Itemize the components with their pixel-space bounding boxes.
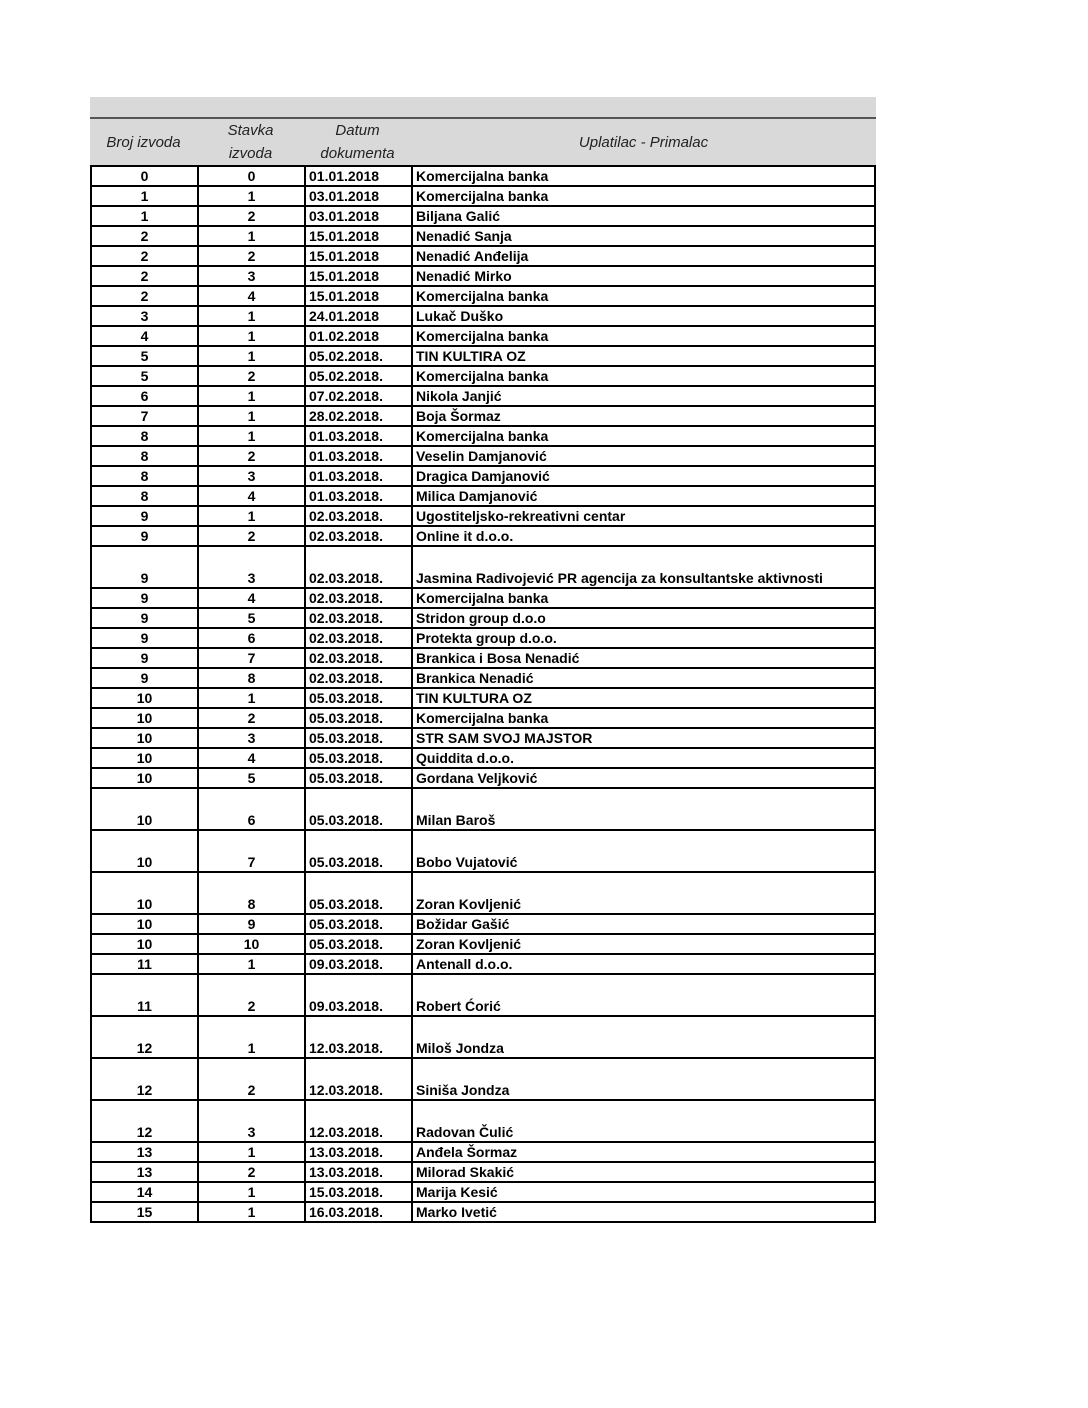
cell-datum: 16.03.2018. bbox=[305, 1202, 412, 1222]
cell-datum: 01.03.2018. bbox=[305, 466, 412, 486]
table-row bbox=[91, 306, 875, 326]
cell-broj-izvoda: 2 bbox=[91, 286, 198, 306]
table-row bbox=[91, 872, 875, 914]
cell-uplatilac: Lukač Duško bbox=[412, 306, 875, 326]
table-row bbox=[91, 974, 875, 1016]
cell-datum: 03.01.2018 bbox=[305, 206, 412, 226]
cell-uplatilac: Komercijalna banka bbox=[412, 286, 875, 306]
cell-datum: 09.03.2018. bbox=[305, 954, 412, 974]
cell-datum: 02.03.2018. bbox=[305, 506, 412, 526]
cell-broj-izvoda: 12 bbox=[91, 1100, 198, 1142]
cell-uplatilac: Nenadić Anđelija bbox=[412, 246, 875, 266]
cell-stavka-izvoda: 1 bbox=[198, 1182, 305, 1202]
cell-stavka-izvoda: 4 bbox=[198, 588, 305, 608]
cell-stavka-izvoda: 2 bbox=[198, 526, 305, 546]
cell-broj-izvoda: 7 bbox=[91, 406, 198, 426]
cell-uplatilac: Anđela Šormaz bbox=[412, 1142, 875, 1162]
cell-stavka-izvoda: 2 bbox=[198, 366, 305, 386]
cell-broj-izvoda: 12 bbox=[91, 1058, 198, 1100]
table-row bbox=[91, 206, 875, 226]
cell-uplatilac: Komercijalna banka bbox=[412, 326, 875, 346]
cell-stavka-izvoda: 0 bbox=[198, 166, 305, 186]
cell-broj-izvoda: 4 bbox=[91, 326, 198, 346]
cell-uplatilac: Brankica i Bosa Nenadić bbox=[412, 648, 875, 668]
cell-stavka-izvoda: 1 bbox=[198, 326, 305, 346]
header-broj-izvoda bbox=[90, 131, 197, 154]
header-band bbox=[90, 97, 876, 119]
cell-stavka-izvoda: 1 bbox=[198, 406, 305, 426]
header-datum-dokumenta bbox=[304, 119, 411, 165]
cell-uplatilac: TIN KULTIRA OZ bbox=[412, 346, 875, 366]
cell-stavka-izvoda: 5 bbox=[198, 768, 305, 788]
cell-datum: 15.01.2018 bbox=[305, 286, 412, 306]
cell-stavka-izvoda: 3 bbox=[198, 466, 305, 486]
header-label: Broj izvoda bbox=[106, 133, 181, 151]
cell-datum: 01.02.2018 bbox=[305, 326, 412, 346]
cell-stavka-izvoda: 7 bbox=[198, 648, 305, 668]
cell-stavka-izvoda: 1 bbox=[198, 386, 305, 406]
cell-stavka-izvoda: 1 bbox=[198, 506, 305, 526]
data-table bbox=[90, 165, 876, 1223]
cell-uplatilac: Marija Kesić bbox=[412, 1182, 875, 1202]
table-row bbox=[91, 588, 875, 608]
cell-stavka-izvoda: 6 bbox=[198, 788, 305, 830]
table-row bbox=[91, 246, 875, 266]
cell-broj-izvoda: 2 bbox=[91, 246, 198, 266]
cell-broj-izvoda: 10 bbox=[91, 708, 198, 728]
cell-stavka-izvoda: 1 bbox=[198, 426, 305, 446]
cell-uplatilac: Stridon group d.o.o bbox=[412, 608, 875, 628]
cell-uplatilac: Dragica Damjanović bbox=[412, 466, 875, 486]
cell-datum: 05.03.2018. bbox=[305, 728, 412, 748]
cell-broj-izvoda: 10 bbox=[91, 914, 198, 934]
table-row bbox=[91, 1100, 875, 1142]
cell-uplatilac: Radovan Čulić bbox=[412, 1100, 875, 1142]
cell-datum: 03.01.2018 bbox=[305, 186, 412, 206]
cell-uplatilac: Božidar Gašić bbox=[412, 914, 875, 934]
cell-uplatilac: Milan Baroš bbox=[412, 788, 875, 830]
header-label: Uplatilac - Primalac bbox=[578, 133, 709, 151]
table-row bbox=[91, 788, 875, 830]
table-row bbox=[91, 226, 875, 246]
cell-broj-izvoda: 10 bbox=[91, 688, 198, 708]
cell-uplatilac: Milica Damjanović bbox=[412, 486, 875, 506]
cell-datum: 02.03.2018. bbox=[305, 628, 412, 648]
cell-broj-izvoda: 9 bbox=[91, 608, 198, 628]
cell-uplatilac: Brankica Nenadić bbox=[412, 668, 875, 688]
table-row bbox=[91, 608, 875, 628]
cell-broj-izvoda: 1 bbox=[91, 186, 198, 206]
cell-datum: 24.01.2018 bbox=[305, 306, 412, 326]
cell-broj-izvoda: 9 bbox=[91, 506, 198, 526]
cell-stavka-izvoda: 3 bbox=[198, 728, 305, 748]
cell-broj-izvoda: 10 bbox=[91, 748, 198, 768]
table-row bbox=[91, 954, 875, 974]
cell-datum: 15.01.2018 bbox=[305, 246, 412, 266]
cell-datum: 01.03.2018. bbox=[305, 426, 412, 446]
header-stavka-izvoda bbox=[197, 119, 304, 165]
cell-broj-izvoda: 1 bbox=[91, 206, 198, 226]
cell-stavka-izvoda: 6 bbox=[198, 628, 305, 648]
cell-stavka-izvoda: 1 bbox=[198, 1202, 305, 1222]
cell-stavka-izvoda: 8 bbox=[198, 872, 305, 914]
cell-datum: 02.03.2018. bbox=[305, 648, 412, 668]
cell-broj-izvoda: 10 bbox=[91, 934, 198, 954]
cell-datum: 01.01.2018 bbox=[305, 166, 412, 186]
table-row bbox=[91, 546, 875, 588]
cell-stavka-izvoda: 2 bbox=[198, 974, 305, 1016]
cell-stavka-izvoda: 3 bbox=[198, 1100, 305, 1142]
cell-stavka-izvoda: 2 bbox=[198, 1162, 305, 1182]
header-uplatilac-primalac bbox=[411, 131, 876, 154]
header-label: izvoda bbox=[228, 145, 273, 162]
cell-stavka-izvoda: 1 bbox=[198, 226, 305, 246]
cell-uplatilac: Antenall d.o.o. bbox=[412, 954, 875, 974]
cell-stavka-izvoda: 8 bbox=[198, 668, 305, 688]
cell-stavka-izvoda: 4 bbox=[198, 286, 305, 306]
cell-datum: 28.02.2018. bbox=[305, 406, 412, 426]
cell-uplatilac: Komercijalna banka bbox=[412, 708, 875, 728]
cell-uplatilac: Veselin Damjanović bbox=[412, 446, 875, 466]
cell-datum: 05.03.2018. bbox=[305, 768, 412, 788]
cell-broj-izvoda: 14 bbox=[91, 1182, 198, 1202]
cell-broj-izvoda: 13 bbox=[91, 1142, 198, 1162]
table-header bbox=[90, 119, 876, 165]
cell-stavka-izvoda: 3 bbox=[198, 546, 305, 588]
cell-uplatilac: Boja Šormaz bbox=[412, 406, 875, 426]
table-row bbox=[91, 768, 875, 788]
cell-datum: 01.03.2018. bbox=[305, 446, 412, 466]
table-row bbox=[91, 1162, 875, 1182]
cell-datum: 02.03.2018. bbox=[305, 608, 412, 628]
cell-broj-izvoda: 15 bbox=[91, 1202, 198, 1222]
cell-broj-izvoda: 11 bbox=[91, 954, 198, 974]
table-row bbox=[91, 186, 875, 206]
cell-broj-izvoda: 8 bbox=[91, 486, 198, 506]
table-row bbox=[91, 708, 875, 728]
table-row bbox=[91, 166, 875, 186]
spreadsheet bbox=[90, 97, 876, 1223]
cell-stavka-izvoda: 5 bbox=[198, 608, 305, 628]
cell-uplatilac: Ugostiteljsko-rekreativni centar bbox=[412, 506, 875, 526]
table-row bbox=[91, 366, 875, 386]
cell-broj-izvoda: 10 bbox=[91, 728, 198, 748]
cell-uplatilac: Gordana Veljković bbox=[412, 768, 875, 788]
table-row bbox=[91, 914, 875, 934]
cell-uplatilac: Milorad Skakić bbox=[412, 1162, 875, 1182]
cell-broj-izvoda: 8 bbox=[91, 426, 198, 446]
cell-stavka-izvoda: 2 bbox=[198, 206, 305, 226]
cell-stavka-izvoda: 1 bbox=[198, 346, 305, 366]
cell-datum: 01.03.2018. bbox=[305, 486, 412, 506]
cell-stavka-izvoda: 4 bbox=[198, 748, 305, 768]
cell-broj-izvoda: 3 bbox=[91, 306, 198, 326]
table-row bbox=[91, 1202, 875, 1222]
cell-broj-izvoda: 10 bbox=[91, 872, 198, 914]
table-row bbox=[91, 628, 875, 648]
cell-stavka-izvoda: 1 bbox=[198, 1142, 305, 1162]
cell-stavka-izvoda: 1 bbox=[198, 954, 305, 974]
cell-broj-izvoda: 0 bbox=[91, 166, 198, 186]
table-row bbox=[91, 830, 875, 872]
cell-uplatilac: Bobo Vujatović bbox=[412, 830, 875, 872]
cell-datum: 12.03.2018. bbox=[305, 1016, 412, 1058]
cell-stavka-izvoda: 3 bbox=[198, 266, 305, 286]
cell-datum: 05.03.2018. bbox=[305, 872, 412, 914]
cell-uplatilac: Nenadić Sanja bbox=[412, 226, 875, 246]
cell-stavka-izvoda: 2 bbox=[198, 446, 305, 466]
cell-datum: 02.03.2018. bbox=[305, 588, 412, 608]
header-label: Stavka bbox=[227, 122, 274, 139]
cell-stavka-izvoda: 2 bbox=[198, 708, 305, 728]
cell-broj-izvoda: 9 bbox=[91, 588, 198, 608]
cell-stavka-izvoda: 1 bbox=[198, 1016, 305, 1058]
cell-datum: 05.02.2018. bbox=[305, 366, 412, 386]
cell-broj-izvoda: 5 bbox=[91, 366, 198, 386]
cell-uplatilac: Nenadić Mirko bbox=[412, 266, 875, 286]
cell-stavka-izvoda: 1 bbox=[198, 186, 305, 206]
header-label: dokumenta bbox=[320, 145, 395, 162]
cell-stavka-izvoda: 4 bbox=[198, 486, 305, 506]
cell-datum: 02.03.2018. bbox=[305, 668, 412, 688]
cell-uplatilac: Robert Ćorić bbox=[412, 974, 875, 1016]
cell-uplatilac: Jasmina Radivojević PR agencija za konsultantske aktivnosti bbox=[412, 546, 875, 588]
cell-broj-izvoda: 2 bbox=[91, 266, 198, 286]
cell-datum: 02.03.2018. bbox=[305, 526, 412, 546]
cell-uplatilac: Quiddita d.o.o. bbox=[412, 748, 875, 768]
table-row bbox=[91, 506, 875, 526]
cell-broj-izvoda: 6 bbox=[91, 386, 198, 406]
cell-stavka-izvoda: 2 bbox=[198, 1058, 305, 1100]
table-row bbox=[91, 406, 875, 426]
table-row bbox=[91, 688, 875, 708]
table-row bbox=[91, 526, 875, 546]
cell-broj-izvoda: 9 bbox=[91, 668, 198, 688]
cell-stavka-izvoda: 10 bbox=[198, 934, 305, 954]
cell-broj-izvoda: 13 bbox=[91, 1162, 198, 1182]
cell-broj-izvoda: 9 bbox=[91, 526, 198, 546]
table-row bbox=[91, 386, 875, 406]
cell-datum: 12.03.2018. bbox=[305, 1100, 412, 1142]
table-row bbox=[91, 346, 875, 366]
cell-datum: 15.01.2018 bbox=[305, 226, 412, 246]
cell-datum: 05.03.2018. bbox=[305, 688, 412, 708]
cell-stavka-izvoda: 7 bbox=[198, 830, 305, 872]
table-row bbox=[91, 1058, 875, 1100]
table-row bbox=[91, 446, 875, 466]
cell-broj-izvoda: 9 bbox=[91, 648, 198, 668]
table-row bbox=[91, 326, 875, 346]
cell-broj-izvoda: 9 bbox=[91, 628, 198, 648]
cell-uplatilac: Komercijalna banka bbox=[412, 186, 875, 206]
cell-uplatilac: Online it d.o.o. bbox=[412, 526, 875, 546]
cell-datum: 05.03.2018. bbox=[305, 934, 412, 954]
cell-uplatilac: Protekta group d.o.o. bbox=[412, 628, 875, 648]
table-row bbox=[91, 1182, 875, 1202]
table-row bbox=[91, 934, 875, 954]
cell-broj-izvoda: 12 bbox=[91, 1016, 198, 1058]
cell-uplatilac: Marko Ivetić bbox=[412, 1202, 875, 1222]
table-row bbox=[91, 648, 875, 668]
cell-uplatilac: Siniša Jondza bbox=[412, 1058, 875, 1100]
cell-uplatilac: TIN KULTURA OZ bbox=[412, 688, 875, 708]
cell-uplatilac: Zoran Kovljenić bbox=[412, 872, 875, 914]
cell-uplatilac: Nikola Janjić bbox=[412, 386, 875, 406]
cell-datum: 05.03.2018. bbox=[305, 748, 412, 768]
cell-uplatilac: Komercijalna banka bbox=[412, 366, 875, 386]
cell-datum: 05.03.2018. bbox=[305, 708, 412, 728]
cell-uplatilac: Miloš Jondza bbox=[412, 1016, 875, 1058]
cell-datum: 02.03.2018. bbox=[305, 546, 412, 588]
cell-datum: 07.02.2018. bbox=[305, 386, 412, 406]
cell-broj-izvoda: 2 bbox=[91, 226, 198, 246]
table-row bbox=[91, 286, 875, 306]
cell-datum: 05.03.2018. bbox=[305, 914, 412, 934]
cell-broj-izvoda: 10 bbox=[91, 788, 198, 830]
cell-broj-izvoda: 10 bbox=[91, 768, 198, 788]
table-row bbox=[91, 668, 875, 688]
table-row bbox=[91, 1142, 875, 1162]
cell-broj-izvoda: 5 bbox=[91, 346, 198, 366]
cell-datum: 15.03.2018. bbox=[305, 1182, 412, 1202]
cell-broj-izvoda: 10 bbox=[91, 830, 198, 872]
header-label: Datum bbox=[335, 122, 380, 139]
cell-stavka-izvoda: 1 bbox=[198, 306, 305, 326]
cell-stavka-izvoda: 1 bbox=[198, 688, 305, 708]
cell-uplatilac: Komercijalna banka bbox=[412, 166, 875, 186]
cell-broj-izvoda: 8 bbox=[91, 466, 198, 486]
table-row bbox=[91, 466, 875, 486]
cell-broj-izvoda: 8 bbox=[91, 446, 198, 466]
cell-uplatilac: Komercijalna banka bbox=[412, 588, 875, 608]
table-row bbox=[91, 266, 875, 286]
cell-datum: 13.03.2018. bbox=[305, 1162, 412, 1182]
cell-datum: 12.03.2018. bbox=[305, 1058, 412, 1100]
cell-uplatilac: Komercijalna banka bbox=[412, 426, 875, 446]
cell-datum: 05.03.2018. bbox=[305, 830, 412, 872]
cell-datum: 05.02.2018. bbox=[305, 346, 412, 366]
cell-uplatilac: Zoran Kovljenić bbox=[412, 934, 875, 954]
table-row bbox=[91, 1016, 875, 1058]
cell-datum: 15.01.2018 bbox=[305, 266, 412, 286]
table-row bbox=[91, 748, 875, 768]
cell-broj-izvoda: 11 bbox=[91, 974, 198, 1016]
cell-uplatilac: STR SAM SVOJ MAJSTOR bbox=[412, 728, 875, 748]
table-row bbox=[91, 486, 875, 506]
cell-datum: 13.03.2018. bbox=[305, 1142, 412, 1162]
cell-stavka-izvoda: 2 bbox=[198, 246, 305, 266]
table-row bbox=[91, 426, 875, 446]
cell-broj-izvoda: 9 bbox=[91, 546, 198, 588]
cell-stavka-izvoda: 9 bbox=[198, 914, 305, 934]
table-row bbox=[91, 728, 875, 748]
cell-datum: 05.03.2018. bbox=[305, 788, 412, 830]
cell-datum: 09.03.2018. bbox=[305, 974, 412, 1016]
cell-uplatilac: Biljana Galić bbox=[412, 206, 875, 226]
